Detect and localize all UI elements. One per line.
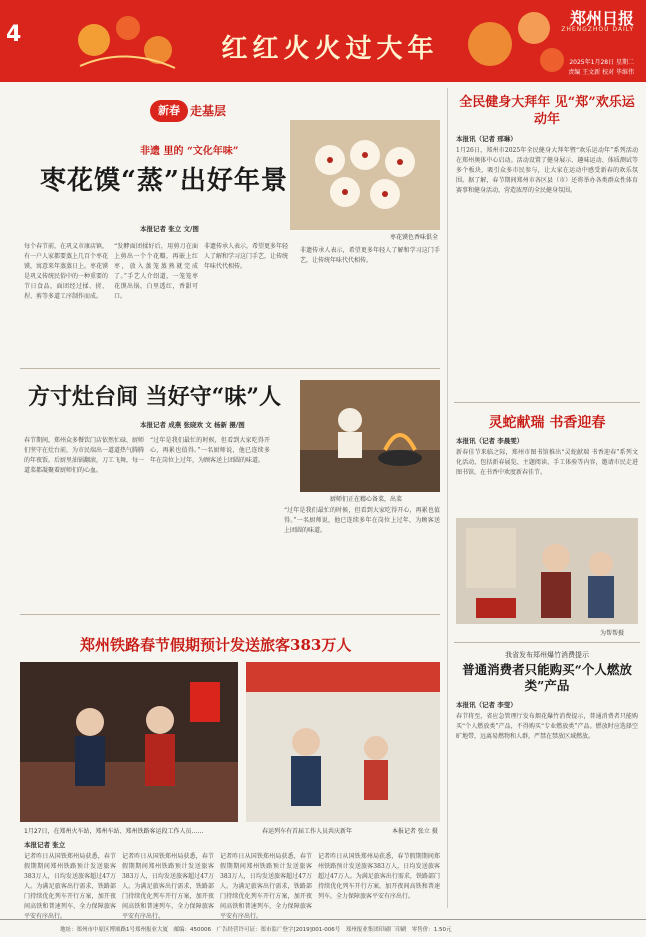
story4-headline: 全民健身大拜年 见“郑”欢乐运动年 xyxy=(459,95,635,127)
story5-headline: 灵蛇献瑞 书香迎春 xyxy=(488,415,606,431)
page-header xyxy=(0,0,646,82)
editor-credit: 责编 王文新 校对 毕维伟 xyxy=(568,69,634,76)
story3-photo-credit: 本报记者 张立 摄 xyxy=(392,828,438,835)
issue-date: 2025年1月28日 星期二 xyxy=(569,59,634,66)
section-rule-2 xyxy=(20,614,440,615)
story4-body: 1月26日，郑州市2025年全民健身大拜年暨“欢乐运动年”系列活动在郑州奥体中心启动。活动设置了健身展示、趣味运动、体质测试等多个板块，吸引众多市民参与，让大家在运动中感受新春的欢乐氛围。据了解，春节期间郑州市各区县（市）还将举办各类群众性体育赛事和健身活动，营造浓厚的全民健身氛围。 xyxy=(456,147,638,194)
lantern-decoration-left-icon xyxy=(70,6,180,76)
column-divider xyxy=(447,88,448,908)
chef-cooking-photo xyxy=(300,380,440,492)
section-tag-label: 走基层 xyxy=(190,104,227,118)
railway-station-photo xyxy=(20,662,238,822)
story6-headline: 普通消费者只能购买“个人燃放类”产品 xyxy=(462,662,632,693)
story2-byline: 本报记者 成燕 张晓欢 文 杨新 摄/图 xyxy=(140,421,245,429)
section-tag xyxy=(150,100,260,122)
story2-body-col1: 春节期间，郑州众多餐饮门店依然忙碌，厨师们坚守在灶台前，为市民端出一道道热气腾腾的年夜饭。后厨里油锅翻滚，刀工飞舞，每一道菜都凝聚着厨师们的心血。 xyxy=(24,437,145,474)
story3-photo-caption-b: 春运列车有首届工作人员共庆新年 xyxy=(262,828,353,835)
section-rule-right-1 xyxy=(454,402,640,403)
story5-body: 新春佳节来临之际，郑州市图书馆推出“灵蛇献瑞 书香迎春”系列文化活动，包括新春展览、主题阅读、手工体验等内容，邀请市民走进图书馆，在书香中欢度新春佳节。 xyxy=(456,449,638,476)
story3-body-col1: 记者昨日从国铁郑州局获悉，春节假期期间郑州铁路预计发送旅客383万人，日均发送旅客超过47万人。为满足旅客出行需求，铁路部门持续优化列车开行方案，加开夜间高铁和普速列车，全力保障旅客平安有序出行。 xyxy=(24,853,116,920)
library-event-photo xyxy=(456,518,638,624)
story1-body-col1: 每个春节前，在巩义市康店镇，有一户人家都要蒸上几百个枣花馍，寓意来年蒸蒸日上。枣花馍是巩义传统民俗中的一种重要的节日食品，面团经过揉、搓、捏、剪等多道工序制作而成。 xyxy=(24,243,109,300)
story1-body-col3: 非遗传承人表示，希望更多年轻人了解和学习这门手艺，让传统年味代代相传。 xyxy=(204,243,289,270)
page-number: 4 xyxy=(6,22,22,47)
story5-byline: 本报讯（记者 李晨雯） xyxy=(456,437,524,445)
story3-body-col2: 记者昨日从国铁郑州局获悉，春节假期期间郑州铁路预计发送旅客383万人，日均发送旅客超过47万人。为满足旅客出行需求，铁路部门持续优化列车开行方案，加开夜间高铁和普速列车，全力保障旅客平安有序出行。 xyxy=(122,853,214,920)
story1-byline: 本报记者 张立 文/图 xyxy=(140,225,199,233)
story2-photo-caption: 厨师们正在精心备菜，出菜 xyxy=(330,496,403,503)
page-footer: 地址：郑州市中原区博颂路1号郑州报业大厦 邮编：450006 广告经营许可证：郑市监广登字[2019]001-006号 郑州报业集团印刷厂印刷 零售价：1.50元 xyxy=(0,919,646,937)
story2-body-col3: “过年是我们最忙的时候，但看到大家吃得开心，再累也值得。”一名厨师说，他已连续多年在岗位上过年，为顾客送上团圆的味道。 xyxy=(284,507,440,534)
newspaper-logo-english: ZHENGZHOU DAILY xyxy=(561,26,634,33)
story1-photo-caption: 枣花馍色香味俱全 xyxy=(390,234,439,241)
story3-photo-caption-a: 1月27日，在郑州火车站，郑州车站、郑州铁路客运段工作人员…… xyxy=(24,828,204,835)
section-rule-1 xyxy=(20,368,440,369)
story3-body-col4: 记者昨日从国铁郑州局获悉，春节假期期间郑州铁路预计发送旅客383万人，日均发送旅客超过47万人。为满足旅客出行需求，铁路部门持续优化列车开行方案，加开夜间高铁和普速列车，全力保障旅客平安有序出行。 xyxy=(318,853,440,900)
story1-headline: 枣花馍“蒸”出好年景 xyxy=(40,166,288,196)
story4-byline: 本报讯（记者 邢琳） xyxy=(456,135,517,143)
story1-body-col4: 非遗传承人表示，希望更多年轻人了解和学习这门手艺，让传统年味代代相传。 xyxy=(300,247,440,264)
story2-body-col2: “过年是我们最忙的时候，但看到大家吃得开心，再累也值得。”一名厨师说，他已连续多年在岗位上过年，为顾客送上团圆的味道。 xyxy=(150,437,270,464)
story6-kicker: 我省发布郑州爆竹消费提示 xyxy=(505,651,589,659)
story6-body: 春节将至，省应急管理厅发布烟花爆竹消费提示，普通消费者只能购买“个人燃放类”产品，不得购买“专业燃放类”产品。燃放时应选择空旷地带，远离易燃物和人群，严禁在禁放区域燃放。 xyxy=(456,713,638,740)
story3-body-col3: 记者昨日从国铁郑州局获悉，春节假期期间郑州铁路预计发送旅客383万人，日均发送旅客超过47万人。为满足旅客出行需求，铁路部门持续优化列车开行方案，加开夜间高铁和普速列车，全力保障旅客平安有序出行。 xyxy=(220,853,312,920)
newspaper-logo: 郑州日报 xyxy=(569,9,634,28)
story3-headline: 郑州铁路春节假期预计发送旅客383万人 xyxy=(80,636,352,654)
story3-byline: 本报记者 张立 xyxy=(24,841,66,849)
story5-photo-credit: 为帮帮摄 xyxy=(600,630,625,637)
story2-headline: 方寸灶台间 当好守“味”人 xyxy=(28,384,281,410)
page-section-title: 红红火火过大年 xyxy=(221,34,439,64)
story1-kicker: 非遗 里的 “文化年味” xyxy=(140,146,239,157)
train-interior-photo xyxy=(246,662,440,822)
section-tag-pill: 新春 xyxy=(150,100,188,122)
story1-body-col2: “发酵面团揉好后，用剪刀在面上剪出一个个花瓣，再嵌上红枣，放入蒸笼蒸熟就完成了。”手艺人介绍道，一笼笼枣花馍出锅，白里透红，香甜可口。 xyxy=(114,243,198,300)
story6-byline: 本报讯（记者 李莹） xyxy=(456,701,517,709)
fan-decoration-right-icon xyxy=(460,4,570,76)
section-rule-right-2 xyxy=(454,642,640,643)
jujube-bun-photo xyxy=(290,120,440,230)
